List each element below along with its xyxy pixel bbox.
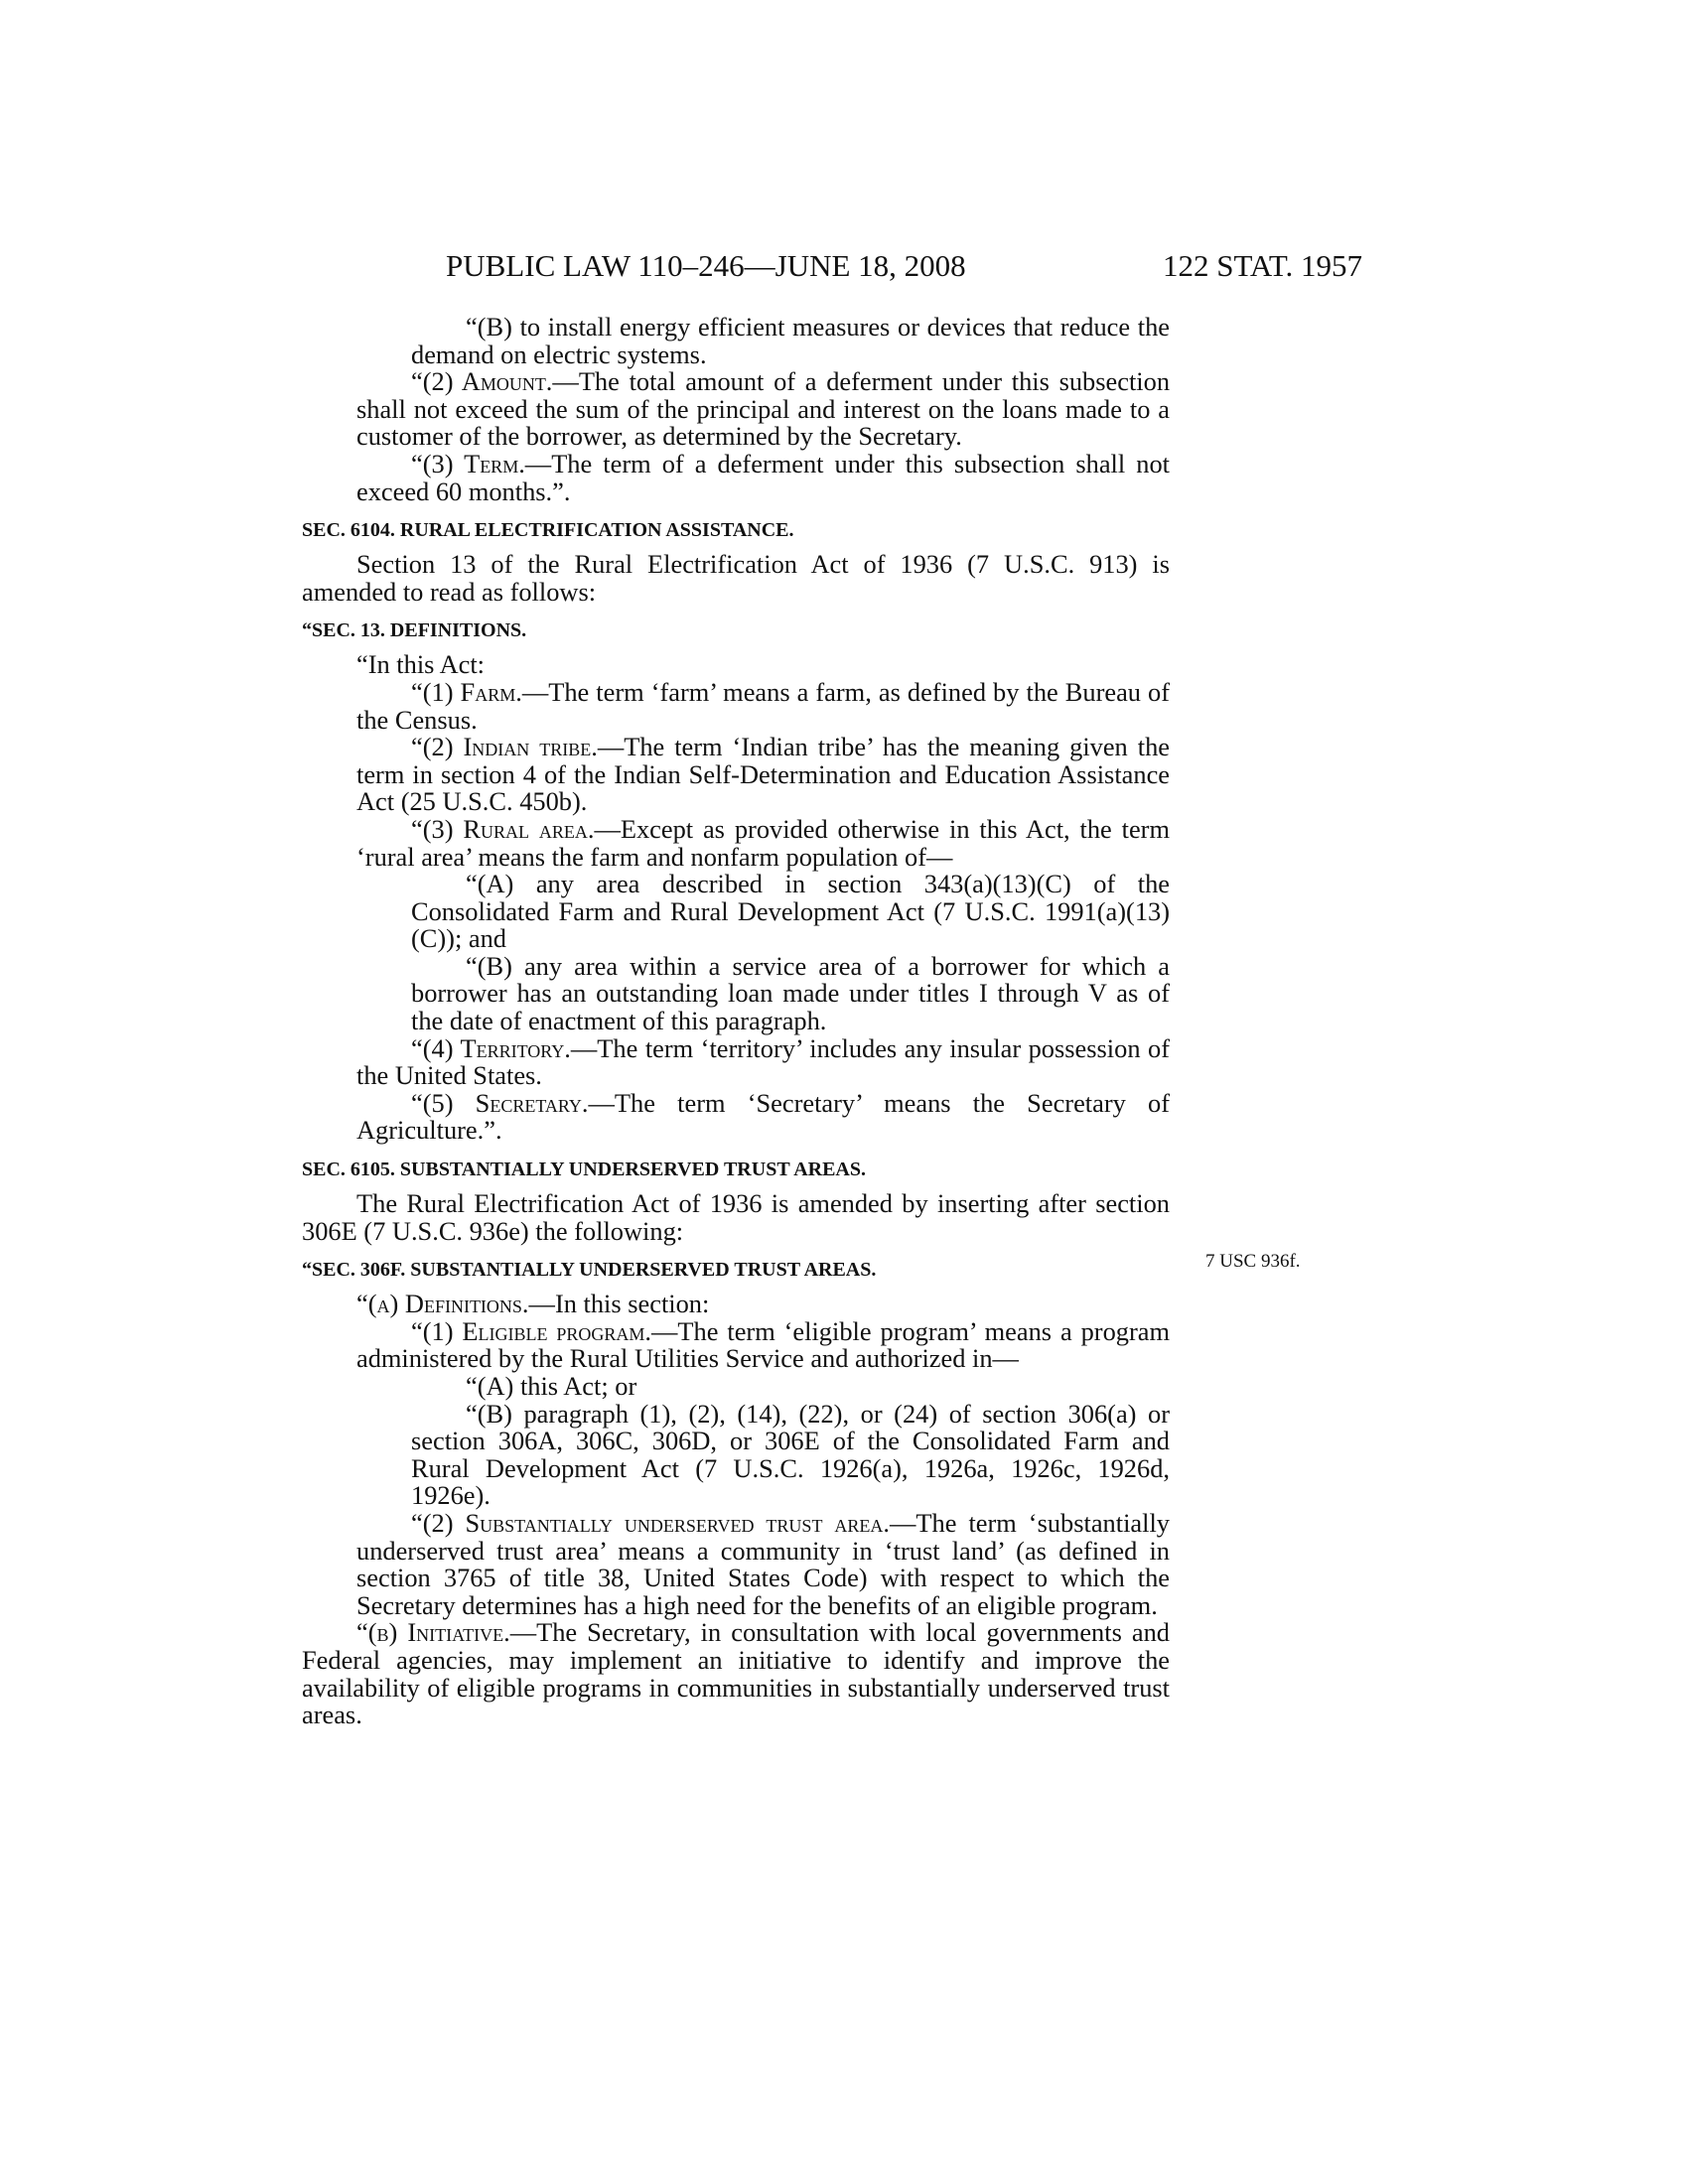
paragraph: Section 13 of the Rural Electrification Act of 1936 (7 U.S.C. 913) is amended to read as follows: xyxy=(302,549,1170,607)
paragraph: “(B) any area within a service area of a borrower for which a borrower has an outstanding loan made under titles I through V as of the date of enactment of this paragraph. xyxy=(411,950,1170,1036)
paragraph-heading: “(1) Farm. xyxy=(411,676,522,707)
paragraph xyxy=(302,813,1170,872)
paragraph xyxy=(302,1032,1170,1091)
paragraph-text: —The term ‘substantially underserved trust area’ means a community in ‘trust land’ (as defined in section 3765 of title 38, United States Code) with respect to which the Secretary determines has a high need for the benefits of an eligible program. xyxy=(356,1507,1170,1620)
paragraph: “(B) paragraph (1), (2), (14), (22), or (24) of section 306(a) or section 306A, 306C, 306D, or 306E of the Consolidated Farm and Rural Development Act (7 U.S.C. 1926(a), 1926a, 1926c, 1926d, 1926e). xyxy=(411,1398,1170,1511)
header-stat-page: 122 STAT. 1957 xyxy=(1162,248,1362,283)
paragraph-text: —The term ‘farm’ means a farm, as defined by the Bureau of the Census. xyxy=(356,676,1171,735)
paragraph: “(A) this Act; or xyxy=(466,1371,637,1401)
paragraph-heading: “(5) Secretary. xyxy=(411,1087,589,1118)
paragraph-heading: “(a) Definitions. xyxy=(356,1289,529,1319)
paragraph xyxy=(302,368,1170,451)
section-heading: SEC. 6104. RURAL ELECTRIFICATION ASSISTANCE. xyxy=(302,519,794,542)
paragraph-heading: “(b) Initiative. xyxy=(356,1617,510,1648)
paragraph: “(A) any area described in section 343(a)(13)(C) of the Consolidated Farm and Rural Development Act (7 U.S.C. 1991(a)(13)(C)); and xyxy=(411,869,1170,954)
paragraph-heading: “(1) Eligible program. xyxy=(411,1315,652,1346)
section-heading: “SEC. 306F. SUBSTANTIALLY UNDERSERVED TRUST AREAS. xyxy=(302,1259,877,1282)
paragraph-heading: “(2) Substantially underserved trust area. xyxy=(411,1507,891,1538)
paragraph: “(B) to install energy efficient measures or devices that reduce the demand on electric systems. xyxy=(411,312,1170,369)
paragraph xyxy=(302,448,1170,506)
paragraph-text: —The term ‘Indian tribe’ has the meaning given the term in section 4 of the Indian Self-Determination and Education Assistance Act (25 U.S.C. 450b). xyxy=(356,732,1170,817)
paragraph-text: —The term ‘eligible program’ means a program administered by the Rural Utilities Service and authorized in— xyxy=(356,1315,1170,1374)
paragraph-text: —Except as provided otherwise in this Act, the term ‘rural area’ means the farm and nonfarm population of— xyxy=(356,813,1170,872)
paragraph xyxy=(302,1507,1170,1620)
section-heading: “SEC. 13. DEFINITIONS. xyxy=(302,619,527,642)
header-law-title: PUBLIC LAW 110–246—JUNE 18, 2008 xyxy=(446,248,966,283)
page-body xyxy=(302,314,1170,1729)
paragraph-text: —The term ‘territory’ includes any insular possession of the United States. xyxy=(356,1032,1170,1091)
paragraph xyxy=(302,1619,1170,1728)
paragraph-text: —The total amount of a deferment under this subsection shall not exceed the sum of the principal and interest on the loans made to a customer of the borrower, as determined by the Secretary. xyxy=(356,366,1171,452)
paragraph-heading: “(2) Indian tribe. xyxy=(411,732,598,762)
paragraph-heading: “(3) Term. xyxy=(411,448,525,478)
paragraph xyxy=(302,1315,1170,1374)
paragraph-text: —The term of a deferment under this subsection shall not exceed 60 months.”. xyxy=(356,448,1170,506)
paragraph: The Rural Electrification Act of 1936 is amended by inserting after section 306E (7 U.S.C. 936e) the following: xyxy=(302,1188,1170,1246)
paragraph-text: —In this section: xyxy=(528,1289,710,1319)
paragraph xyxy=(302,1291,1170,1318)
running-header xyxy=(446,246,1362,286)
paragraph xyxy=(302,734,1170,816)
paragraph-text: —The Secretary, in consultation with local governments and Federal agencies, may implement an initiative to identify and improve the availability of eligible programs in communities in substantially underserved trust areas. xyxy=(302,1617,1170,1730)
margin-citation: 7 USC 936f. xyxy=(1205,1251,1301,1272)
paragraph-heading: “(4) Territory. xyxy=(411,1032,571,1063)
section-heading: SEC. 6105. SUBSTANTIALLY UNDERSERVED TRUST AREAS. xyxy=(302,1159,866,1181)
paragraph-text: —The term ‘Secretary’ means the Secretary of Agriculture.”. xyxy=(356,1087,1170,1146)
paragraph: “In this Act: xyxy=(356,649,486,680)
paragraph xyxy=(302,676,1171,735)
paragraph xyxy=(302,1087,1170,1146)
paragraph-heading: “(3) Rural area. xyxy=(411,813,595,844)
paragraph-heading: “(2) Amount. xyxy=(411,366,553,397)
